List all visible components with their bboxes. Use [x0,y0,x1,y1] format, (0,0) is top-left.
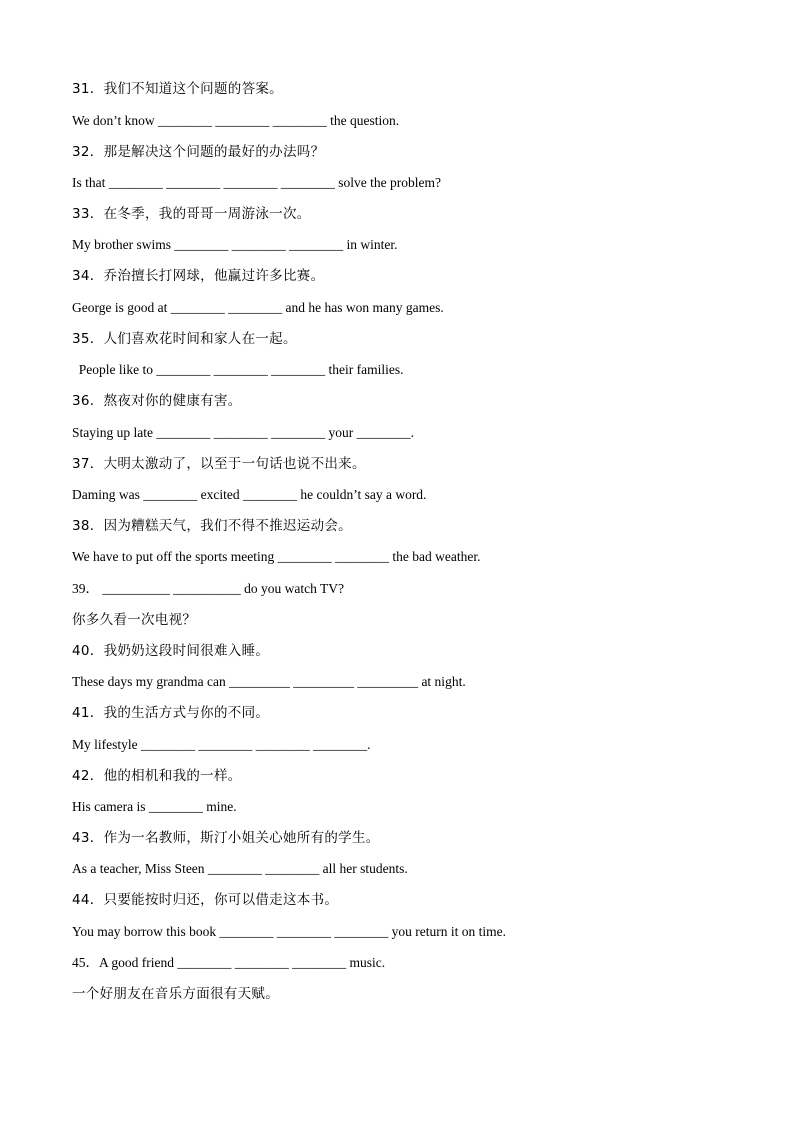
question-38-sentence: We have to put off the sports meeting ________ ________ the bad weather. [72,549,481,564]
question-34-sentence: George is good at ________ ________ and he has won many games. [72,300,444,315]
question-41-prompt: 41．我的生活方式与你的不同。 [72,705,270,721]
question-39-sentence: 你多久看一次电视？ [72,612,197,628]
question-39-prompt: 39． __________ __________ do you watch TV? [72,581,344,596]
question-42-prompt: 42．他的相机和我的一样。 [72,768,242,784]
question-36-prompt: 36．熬夜对你的健康有害。 [72,393,242,409]
question-31-sentence: We don’t know ________ ________ ________ the question. [72,113,400,128]
question-33-prompt: 33．在冬季，我的哥哥一周游泳一次。 [72,206,311,222]
question-38-prompt: 38．因为糟糕天气，我们不得不推迟运动会。 [72,518,352,534]
question-36-sentence: Staying up late ________ ________ ________ your ________. [72,425,414,440]
question-35-prompt: 35．人们喜欢花时间和家人在一起。 [72,331,297,347]
question-43-sentence: As a teacher, Miss Steen ________ ________ all her students. [72,861,408,876]
question-32-prompt: 32．那是解决这个问题的最好的办法吗？ [72,144,325,160]
question-37-sentence: Daming was ________ excited ________ he couldn’t say a word. [72,487,427,502]
question-33-sentence: My brother swims ________ ________ ________ in winter. [72,237,398,252]
question-31-prompt: 31．我们不知道这个问题的答案。 [72,81,283,97]
question-34-prompt: 34．乔治擅长打网球，他赢过许多比赛。 [72,268,325,284]
question-37-prompt: 37．大明太激动了，以至于一句话也说不出来。 [72,456,366,472]
question-42-sentence: His camera is ________ mine. [72,799,237,814]
question-41-sentence: My lifestyle ________ ________ ________ ________. [72,737,371,752]
question-40-prompt: 40．我奶奶这段时间很难入睡。 [72,643,270,659]
question-43-prompt: 43．作为一名教师，斯汀小姐关心她所有的学生。 [72,830,380,846]
question-40-sentence: These days my grandma can _________ _________ _________ at night. [72,674,466,689]
question-44-prompt: 44．只要能按时归还，你可以借走这本书。 [72,892,339,908]
question-45-sentence: 一个好朋友在音乐方面很有天赋。 [72,986,279,1002]
question-44-sentence: You may borrow this book ________ ________ ________ you return it on time. [72,924,506,939]
question-45-prompt: 45．A good friend ________ ________ ________ music. [72,955,386,970]
question-35-sentence: People like to ________ ________ ________ their families. [72,362,404,377]
question-32-sentence: Is that ________ ________ ________ ________ solve the problem? [72,175,441,190]
